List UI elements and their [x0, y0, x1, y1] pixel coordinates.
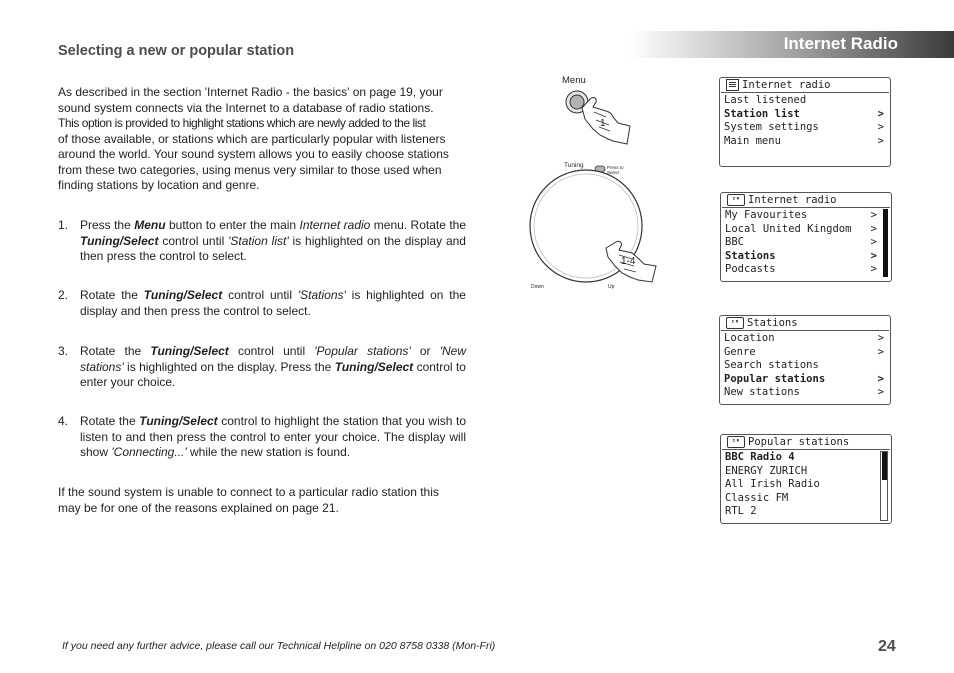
press-to-label: Press to [607, 165, 624, 170]
station-item [725, 465, 877, 479]
menu-item-label: Search stations [724, 359, 819, 371]
step-number: 3. [58, 344, 69, 358]
control-name: Tuning/Select [334, 359, 414, 374]
control-name: Menu [134, 218, 166, 232]
closing-paragraph [58, 485, 466, 516]
display-screen-internet-radio-list [720, 192, 892, 282]
screen-divider [722, 207, 890, 208]
menu-item [724, 332, 884, 346]
list-icon [726, 79, 739, 91]
intro-paragraph [58, 85, 466, 194]
step-text-run: or [410, 344, 440, 358]
step-text-run: control to highlight the station that you wish to listen to and then press the control to enter your choice. The display will show [80, 414, 466, 459]
section-header-title: Internet Radio [783, 34, 898, 53]
menu-option: 'Stations' [297, 288, 346, 302]
page-subheading: Selecting a new or popular station [58, 43, 295, 59]
step-text-run: is highlighted on the display and then press the control to select. [80, 233, 466, 263]
station-name: RTL 2 [725, 505, 757, 517]
select-label: Select [607, 170, 620, 175]
down-label: Down [531, 284, 544, 290]
display-screen-popular-stations [720, 434, 892, 524]
menu-item-selected [724, 373, 884, 387]
menu-item [724, 135, 884, 149]
intro-line: sound system connects via the Internet to a database of radio stations. [58, 100, 434, 115]
step-text-run: is highlighted on the display and then press the control to select. [80, 288, 466, 318]
step-text [80, 218, 466, 265]
menu-item [724, 94, 884, 108]
screen-title [727, 436, 849, 448]
chevron-right-icon: > [877, 386, 884, 398]
menu-item-label: Stations [725, 249, 776, 262]
menu-item [724, 386, 884, 400]
control-name: Tuning/Select [143, 288, 223, 302]
control-name: Tuning/Select [80, 233, 159, 248]
menu-item-label: Location [724, 332, 775, 344]
menu-item-label: Last listened [724, 94, 807, 106]
step-text [80, 344, 466, 391]
chevron-right-icon: > [870, 209, 877, 221]
step-text-run: control until [228, 344, 315, 358]
internet-radio-icon: ᴵᴿ [727, 194, 745, 206]
intro-line: around the world. Your sound system allows you to easily choose stations [58, 147, 449, 161]
screen-title [727, 194, 837, 206]
menu-option: 'Popular stations' [314, 344, 411, 358]
internet-radio-icon: ᴵᴿ [726, 317, 744, 329]
menu-item [725, 223, 877, 237]
station-item [725, 505, 877, 519]
menu-item-label: BBC [725, 236, 744, 248]
display-screen-internet-radio-menu [719, 77, 891, 167]
station-item [725, 478, 877, 492]
screen-title-text: Popular stations [748, 436, 850, 448]
menu-item-selected [724, 108, 884, 122]
chevron-right-icon: > [870, 222, 877, 235]
station-name: All Irish Radio [725, 478, 820, 490]
intro-line: finding stations by location and genre. [58, 178, 260, 192]
step-text [80, 288, 466, 319]
page-number: 24 [878, 638, 896, 655]
intro-line: As described in the section 'Internet Radio - the basics' on page 19, your [58, 85, 443, 99]
step-text-run: control until [158, 233, 229, 248]
chevron-right-icon: > [877, 134, 884, 147]
scroll-bar [883, 209, 888, 277]
dial-step-label: 1-4 [621, 256, 636, 267]
closing-line: may be for one of the reasons explained on page 21. [58, 500, 339, 515]
chevron-right-icon: > [877, 332, 884, 344]
step-text-run: is highlighted on the display. Press the [123, 359, 335, 374]
step-text-run: control until [222, 288, 298, 302]
step-text-run: control to enter your choice. [80, 359, 466, 389]
menu-item [725, 263, 877, 277]
tuning-label: Tuning [564, 162, 584, 169]
screen-divider [721, 330, 889, 331]
step-text-run: menu. Rotate the [370, 218, 467, 232]
screen-title [726, 79, 831, 91]
screen-title-text: Stations [747, 317, 798, 329]
chevron-right-icon: > [870, 236, 877, 248]
screen-title-text: Internet radio [748, 194, 837, 206]
scroll-thumb [882, 452, 887, 480]
intro-line: of those available, or stations which are particularly popular with listeners [58, 131, 446, 146]
menu-step-label: 1 [600, 118, 606, 129]
menu-option: 'New stations' [80, 344, 466, 374]
station-item [725, 492, 877, 506]
step-number: 4. [58, 414, 69, 428]
menu-item-label: Podcasts [725, 263, 776, 275]
menu-item-label: Main menu [724, 134, 781, 147]
menu-item-label: Station list [724, 107, 800, 120]
control-diagram [520, 68, 670, 298]
control-name: Tuning/Select [150, 344, 229, 358]
step-text-run: Press the [80, 218, 135, 232]
menu-item-label: Local United Kingdom [725, 222, 852, 235]
menu-item-label: Popular stations [724, 372, 826, 385]
station-name: Classic FM [725, 491, 789, 504]
chevron-right-icon: > [877, 345, 884, 358]
menu-item [725, 209, 877, 223]
chevron-right-icon: > [877, 107, 884, 120]
intro-line: from these two categories, using menus very similar to those used when [58, 162, 442, 177]
display-message: 'Connecting...' [111, 445, 187, 459]
up-label: Up [608, 284, 615, 290]
chevron-right-icon: > [870, 249, 877, 262]
station-name: BBC Radio 4 [725, 451, 795, 463]
step-text-run: Rotate the [80, 414, 140, 428]
menu-item-label: New stations [724, 386, 800, 398]
menu-item-label: System settings [724, 121, 819, 133]
pointing-hand-icon [582, 98, 630, 144]
step-text-run: while the new station is found. [186, 445, 351, 459]
menu-item-label: Genre [724, 345, 756, 358]
step-text-run: button to enter the main [165, 218, 300, 232]
station-item-selected [725, 451, 877, 465]
chevron-right-icon: > [870, 263, 877, 275]
menu-item [724, 121, 884, 135]
step-text-run: Rotate the [80, 344, 151, 358]
step-number: 1. [58, 218, 69, 232]
internet-radio-icon: ᴵᴿ [727, 436, 745, 448]
helpline-footer: If you need any further advice, please call our Technical Helpline on 020 8758 0338 (Mon-Fri) [62, 640, 496, 652]
station-name: ENERGY ZURICH [725, 464, 808, 477]
chevron-right-icon: > [877, 121, 884, 133]
section-header-bar [630, 31, 954, 58]
screen-divider [722, 449, 890, 450]
menu-item-selected [725, 250, 877, 264]
menu-option: 'Station list' [228, 233, 289, 248]
menu-item [724, 359, 884, 373]
control-name: Tuning/Select [139, 414, 218, 428]
step-text-run: Rotate the [80, 288, 144, 302]
closing-line: If the sound system is unable to connect to a particular radio station this [58, 485, 439, 499]
menu-item [724, 346, 884, 360]
chevron-right-icon: > [877, 372, 884, 385]
step-text [80, 414, 466, 461]
menu-button-label: Menu [562, 75, 586, 86]
step-number: 2. [58, 288, 69, 302]
intro-line: This option is provided to highlight stations which are newly added to the list [58, 116, 426, 130]
screen-title [726, 317, 798, 329]
display-screen-stations [719, 315, 891, 405]
menu-name: Internet radio [299, 218, 371, 232]
screen-title-text: Internet radio [742, 79, 831, 91]
menu-item [725, 236, 877, 250]
menu-item-label: My Favourites [725, 209, 808, 221]
screen-divider [721, 92, 889, 93]
